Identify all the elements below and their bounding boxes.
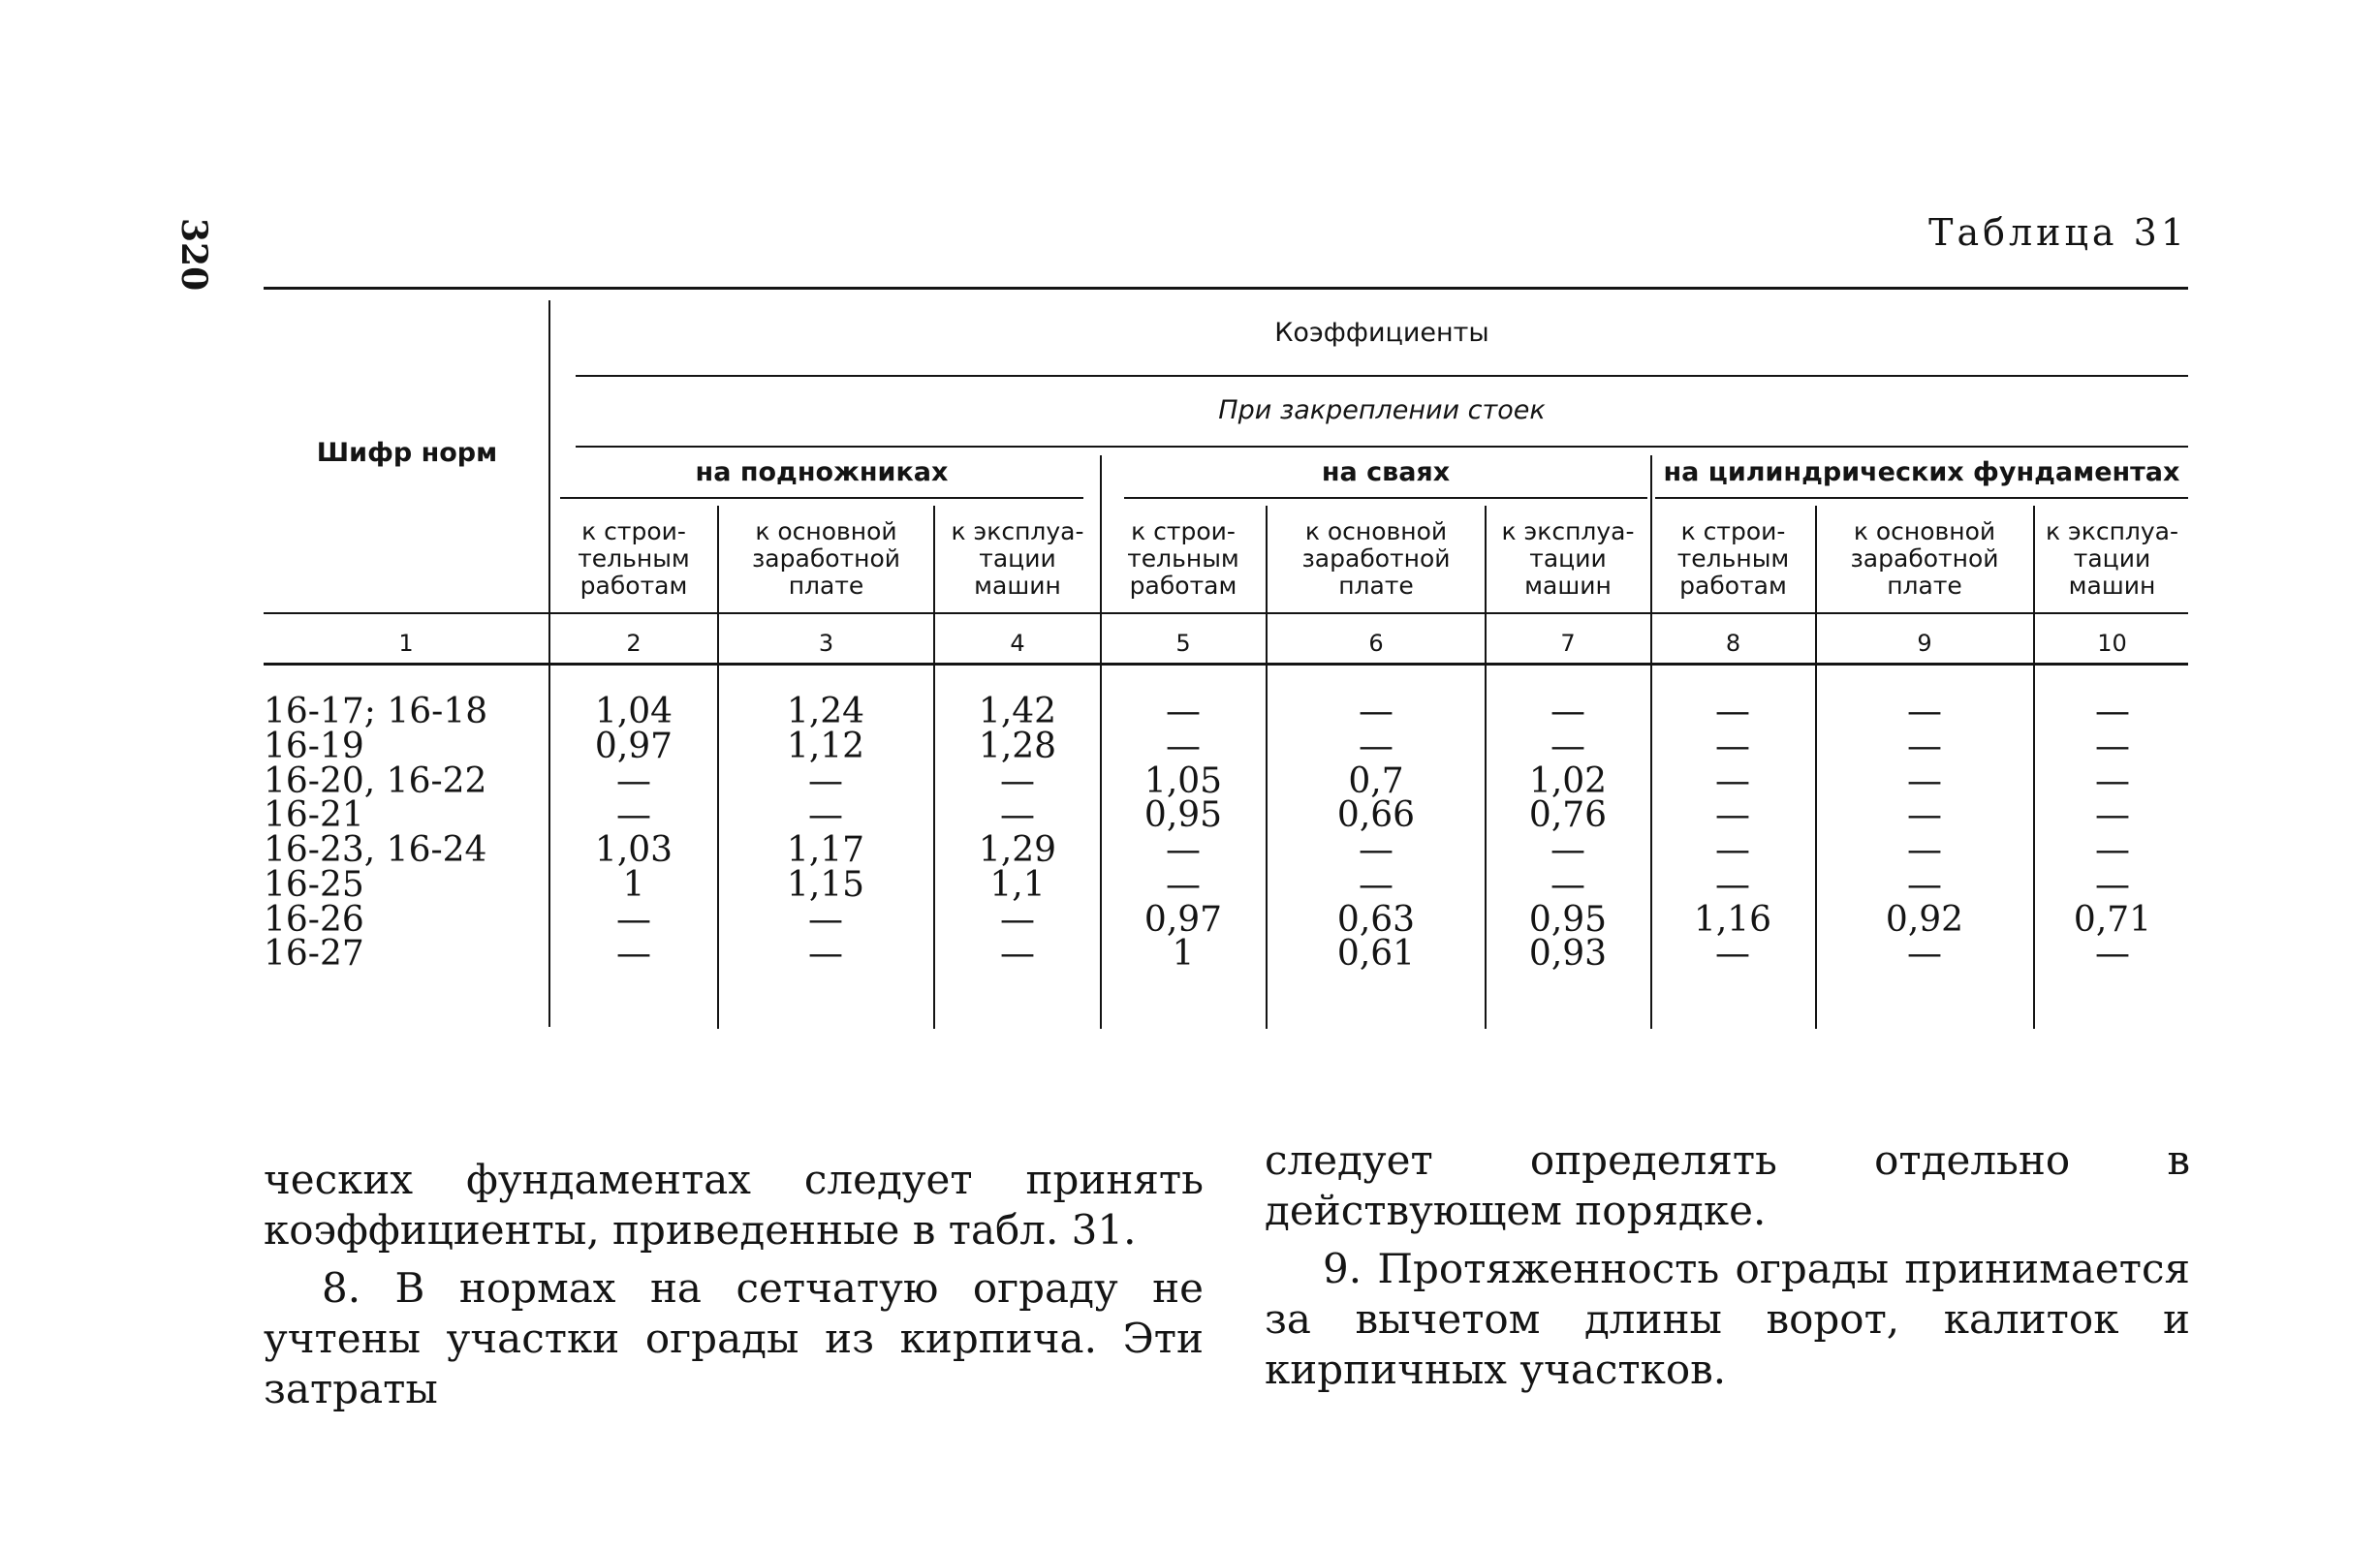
table-cell: — — [2095, 692, 2130, 731]
row-code: 16-27 — [264, 934, 364, 974]
table-cell: — — [808, 934, 843, 974]
table-cell: — — [1907, 830, 1942, 870]
column-number-6: 6 — [1368, 630, 1384, 657]
paragraph: следует определять отдельно в действующем порядке. — [1265, 1136, 2190, 1234]
table-cell: — — [1907, 692, 1942, 731]
subheader-col-2 — [552, 518, 715, 600]
subheader-line: к эксплуа- — [1501, 517, 1635, 545]
table-cell: 0,63 — [1336, 900, 1416, 940]
group-label-footings: на подножниках — [695, 457, 949, 487]
table-cell: — — [1715, 934, 1750, 974]
row-code: 16-21 — [264, 795, 364, 835]
subheader-line: тельным — [1676, 544, 1790, 573]
table-cell: — — [808, 761, 843, 801]
table-cell: — — [1359, 830, 1394, 870]
subheader-line: тации — [1529, 544, 1607, 573]
table-cell: 0,95 — [1528, 900, 1608, 940]
subheader-line: заработной — [752, 544, 900, 573]
page-number: 320 — [173, 218, 214, 292]
column-number-8: 8 — [1725, 630, 1741, 657]
subheader-line: работам — [1679, 572, 1787, 600]
table-cell: 1,1 — [989, 865, 1046, 905]
table-cell: 0,61 — [1336, 934, 1416, 974]
table-cell: — — [1550, 865, 1585, 905]
table-cell: — — [1715, 761, 1750, 801]
table-cell: — — [2095, 795, 2130, 835]
subheader-line: к строи- — [1131, 517, 1236, 545]
table-top-rule — [264, 287, 2188, 290]
subheader-col-5 — [1103, 518, 1264, 600]
group-label-piles: на сваях — [1321, 457, 1451, 487]
table-cell: — — [808, 795, 843, 835]
table-caption: Таблица 31 — [1928, 211, 2188, 254]
subheader-line: заработной — [1850, 544, 1999, 573]
table-cell: — — [808, 900, 843, 940]
column-number-7: 7 — [1560, 630, 1576, 657]
table-cell: 0,93 — [1528, 934, 1608, 974]
table-cell: 0,97 — [1143, 900, 1223, 940]
table-cell: 1,15 — [786, 865, 865, 905]
group-rule-2 — [1124, 497, 1647, 499]
subheader-rule — [264, 612, 2188, 614]
subheader-col-4 — [936, 518, 1099, 600]
table-cell: — — [1166, 830, 1201, 870]
table-cell: — — [1000, 795, 1035, 835]
table-cell: 1,04 — [594, 692, 673, 731]
row-code: 16-23, 16-24 — [264, 830, 487, 870]
table-cell: — — [1715, 865, 1750, 905]
table-cell: 0,97 — [594, 727, 673, 766]
table-cell: 1,05 — [1143, 761, 1223, 801]
table-cell: — — [1000, 900, 1035, 940]
table-cell: 1,28 — [978, 727, 1057, 766]
table-cell: — — [2095, 934, 2130, 974]
table-cell: — — [616, 761, 651, 801]
table-cell: — — [1166, 692, 1201, 731]
subheader-line: тельным — [578, 544, 690, 573]
subheader-line: тации — [979, 544, 1056, 573]
table-cell: 1,24 — [786, 692, 865, 731]
subheader-line: машин — [1524, 572, 1612, 600]
table-cell: — — [1907, 865, 1942, 905]
column-number-5: 5 — [1175, 630, 1191, 657]
column-number-2: 2 — [626, 630, 642, 657]
subheader-line: к основной — [755, 517, 897, 545]
table-cell: — — [1550, 830, 1585, 870]
table-cell: — — [1907, 934, 1942, 974]
subheader-col-7 — [1488, 518, 1648, 600]
subheader-line: машин — [2068, 572, 2156, 600]
table-cell: 1,16 — [1693, 900, 1772, 940]
row-code: 16-19 — [264, 727, 364, 766]
table-cell: — — [1907, 727, 1942, 766]
table-cell: — — [1166, 727, 1201, 766]
table-cell: — — [2095, 865, 2130, 905]
subheader-line: к строи- — [581, 517, 686, 545]
subheader-line: плате — [1887, 572, 1962, 600]
table-cell: 0,76 — [1528, 795, 1608, 835]
table-cell: 0,92 — [1885, 900, 1964, 940]
subheader-col-8 — [1653, 518, 1813, 600]
table-cell: 1 — [622, 865, 645, 905]
table-cell: — — [1715, 795, 1750, 835]
table-cell: 1,29 — [978, 830, 1057, 870]
row-code: 16-26 — [264, 900, 364, 940]
table-cell: — — [1000, 761, 1035, 801]
table-cell: — — [1550, 692, 1585, 731]
subheader-line: тельным — [1127, 544, 1239, 573]
table-cell: — — [1715, 727, 1750, 766]
table-cell: — — [616, 900, 651, 940]
table-cell: 1,03 — [594, 830, 673, 870]
table-cell: — — [1000, 934, 1035, 974]
table-cell: — — [1359, 692, 1394, 731]
subheader-line: тации — [2073, 544, 2151, 573]
text-column-right — [1265, 1135, 2190, 1395]
subheader-line: работам — [579, 572, 688, 600]
table-cell: — — [1907, 795, 1942, 835]
group-rule-3 — [1655, 497, 2188, 499]
table-cell: — — [2095, 830, 2130, 870]
subheader-col-9 — [1818, 518, 2031, 600]
row-code: 16-20, 16-22 — [264, 761, 487, 801]
table-cell: — — [616, 795, 651, 835]
subheader-line: плате — [1338, 572, 1414, 600]
subheader-line: работам — [1129, 572, 1237, 600]
group-rule-1 — [560, 497, 1083, 499]
text-column-left — [264, 1155, 1204, 1414]
table-cell: 1,12 — [786, 727, 865, 766]
subheader-line: заработной — [1301, 544, 1451, 573]
table-cell: 1 — [1172, 934, 1195, 974]
table-cell: — — [1359, 865, 1394, 905]
table-cell: 1,02 — [1528, 761, 1608, 801]
group-label-cylindrical: на цилиндрических фундаментах — [1663, 457, 2180, 487]
subheader-line: к эксплуа- — [951, 517, 1084, 545]
table-cell: 1,42 — [978, 692, 1057, 731]
table-cell: 0,95 — [1143, 795, 1223, 835]
row-code: 16-17; 16-18 — [264, 692, 488, 731]
paragraph: ческих фундаментах следует принять коэффициенты, приведенные в табл. 31. — [264, 1156, 1204, 1254]
table-cell: — — [1715, 830, 1750, 870]
table-cell: — — [1359, 727, 1394, 766]
subheader-line: к основной — [1304, 517, 1448, 545]
paragraph: 8. В нормах на сетчатую ограду не учтены участки ограды из кирпича. Эти затраты — [264, 1264, 1204, 1412]
coefficients-rule — [576, 375, 2188, 377]
table-cell: — — [1907, 761, 1942, 801]
fixing-label: При закреплении стоек — [1218, 395, 1546, 425]
table-cell: — — [2095, 761, 2130, 801]
subheader-col-6 — [1269, 518, 1483, 600]
table-cell: 0,7 — [1348, 761, 1404, 801]
column-number-10: 10 — [2097, 630, 2127, 657]
table-cell: — — [1715, 692, 1750, 731]
table-cell: — — [616, 934, 651, 974]
table-cell: 0,71 — [2073, 900, 2152, 940]
column-number-1: 1 — [398, 630, 414, 657]
column-number-3: 3 — [818, 630, 834, 657]
coefficients-label: Коэффициенты — [1274, 318, 1489, 348]
subheader-line: к эксплуа- — [2045, 517, 2179, 545]
column-number-9: 9 — [1917, 630, 1932, 657]
subheader-col-10 — [2036, 518, 2188, 600]
fixing-rule — [576, 446, 2188, 448]
row-code: 16-25 — [264, 865, 364, 905]
subheader-line: плате — [788, 572, 864, 600]
column-number-4: 4 — [1010, 630, 1025, 657]
table-cell: 1,17 — [786, 830, 865, 870]
paragraph: 9. Протяженность ограды принимается за вычетом длины ворот, калиток и кирпичных участков. — [1265, 1245, 2190, 1393]
table-cell: — — [1166, 865, 1201, 905]
subheader-col-3 — [721, 518, 931, 600]
row-header-label: Шифр норм — [316, 438, 498, 468]
column-number-rule — [264, 663, 2188, 666]
subheader-line: к строи- — [1680, 517, 1786, 545]
subheader-line: к основной — [1853, 517, 1996, 545]
table-cell: — — [2095, 727, 2130, 766]
table-cell: 0,66 — [1336, 795, 1416, 835]
subheader-line: машин — [974, 572, 1061, 600]
table-cell: — — [1550, 727, 1585, 766]
